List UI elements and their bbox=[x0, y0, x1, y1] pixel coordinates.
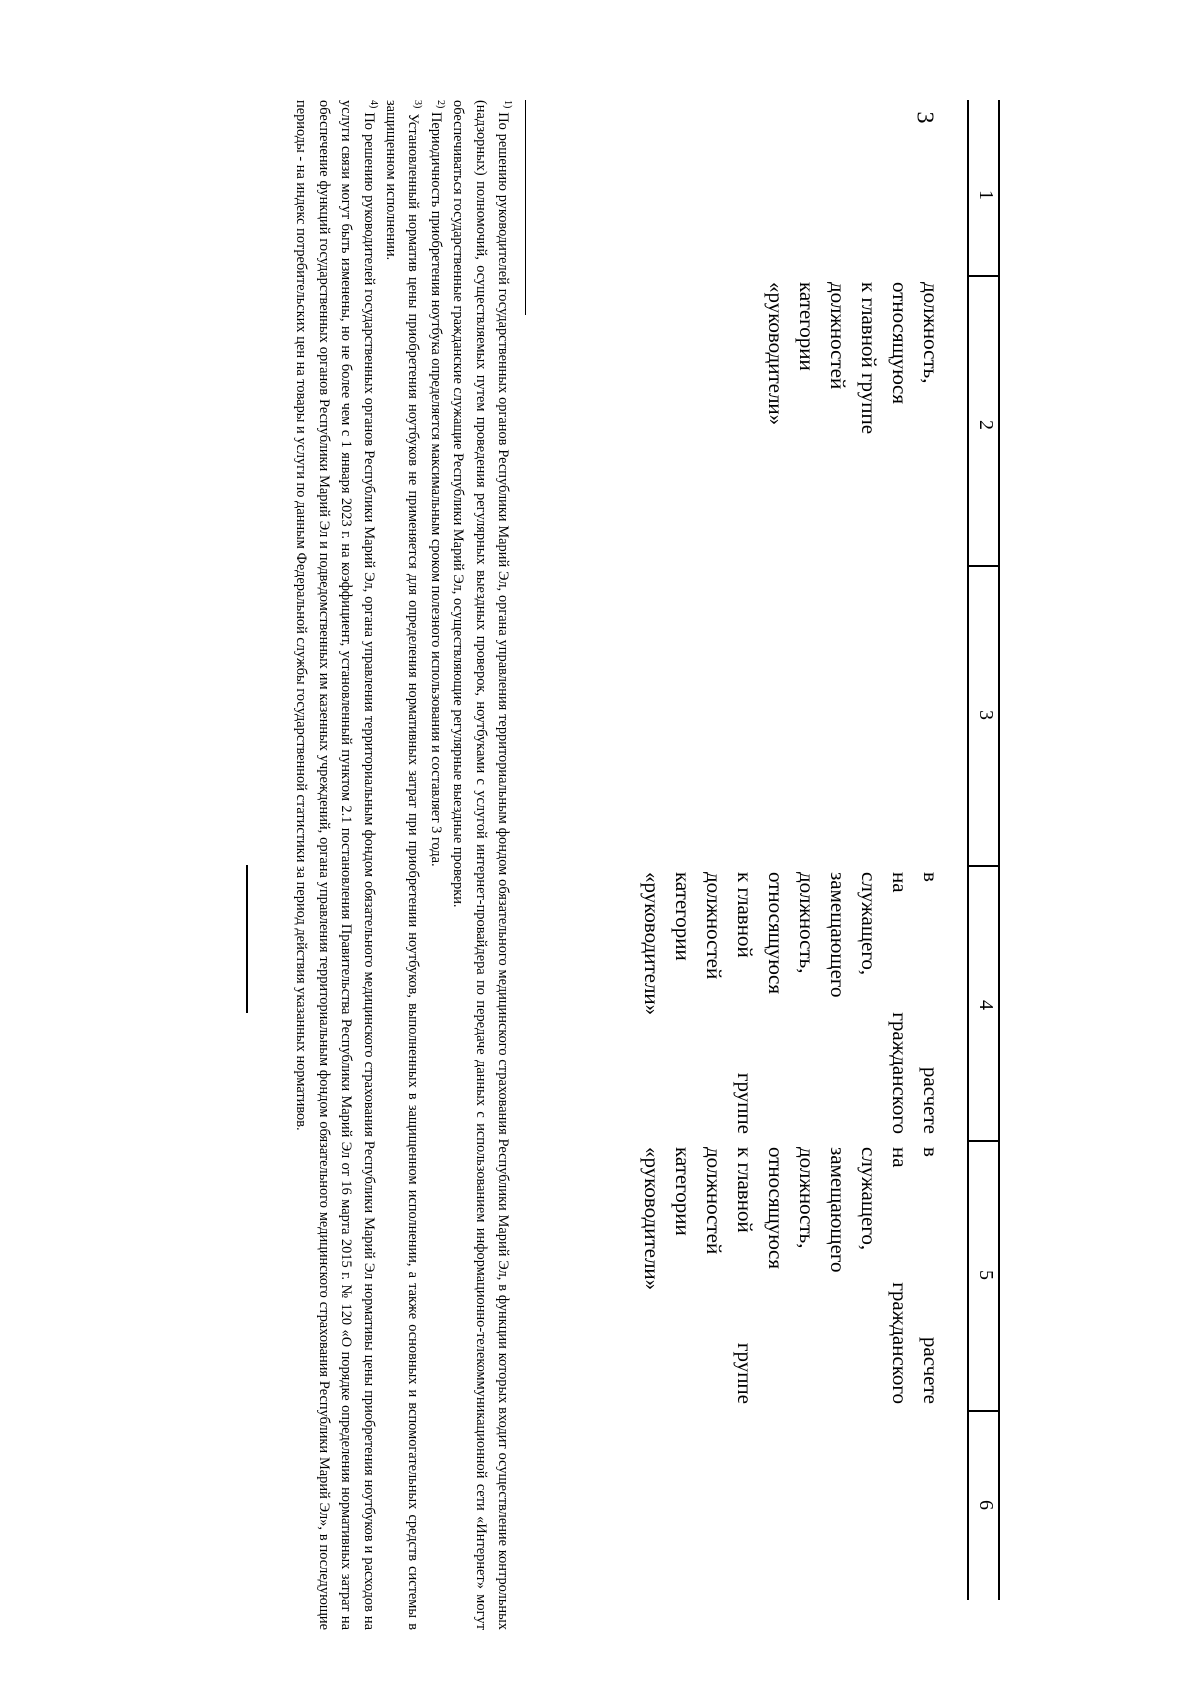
cell-line: «руководители» bbox=[640, 1147, 664, 1291]
footnotes bbox=[290, 100, 514, 1630]
footnote-mark: 2) bbox=[434, 100, 446, 109]
cell-col4 bbox=[636, 872, 946, 1134]
cell-line bbox=[915, 1147, 946, 1404]
cell-line bbox=[884, 872, 915, 1134]
word: группе bbox=[733, 1342, 757, 1404]
word: гражданского bbox=[888, 1012, 912, 1134]
column-divider bbox=[969, 865, 1000, 867]
cell-line bbox=[884, 1147, 915, 1404]
column-divider bbox=[969, 1140, 1000, 1142]
cell-line: «руководители» bbox=[640, 872, 664, 1016]
word: в bbox=[919, 1147, 943, 1157]
word: на bbox=[888, 1147, 912, 1168]
end-rule bbox=[247, 865, 249, 1013]
cell-line: должностей bbox=[702, 1147, 726, 1255]
word: группе bbox=[733, 1072, 757, 1134]
cell-line: «руководители» bbox=[764, 282, 788, 426]
column-divider bbox=[969, 1410, 1000, 1412]
cell-line: категории bbox=[671, 1147, 695, 1236]
column-number: 4 bbox=[975, 1000, 997, 1010]
cell-line bbox=[729, 872, 760, 1134]
cell-line: относящуюся bbox=[764, 872, 788, 994]
cell-line: категории bbox=[671, 872, 695, 961]
cell-line: должность, bbox=[919, 282, 943, 384]
column-number: 1 bbox=[975, 190, 997, 200]
footnote-3 bbox=[380, 100, 425, 1630]
word: на bbox=[888, 872, 912, 893]
footnote-mark: 1) bbox=[501, 100, 513, 109]
column-number: 2 bbox=[975, 420, 997, 430]
cell-line: должностей bbox=[702, 872, 726, 980]
cell-line: замещающего bbox=[826, 1147, 850, 1273]
word: расчете bbox=[919, 1336, 943, 1404]
column-number: 6 bbox=[975, 1500, 997, 1510]
footnote-text: Установленный норматив цены приобретения ноутбуков не применяется для определения нормативных затрат при приобретении ноутбуков, выполненных в защищенном исполнении, а также основных и вспомогательных средств системы в защищенном исполнении. bbox=[382, 100, 422, 1630]
word: к главной bbox=[733, 1147, 757, 1233]
cell-line bbox=[915, 872, 946, 1134]
column-divider bbox=[969, 275, 1000, 277]
column-number: 3 bbox=[975, 710, 997, 720]
word: в bbox=[919, 872, 943, 882]
footnote-4 bbox=[290, 100, 380, 1630]
cell-line: должностей bbox=[826, 282, 850, 390]
rotated-landscape-page bbox=[240, 100, 1000, 1630]
table-top-rule bbox=[999, 100, 1001, 1600]
cell-line bbox=[729, 1147, 760, 1404]
footnote-mark: 4) bbox=[367, 100, 379, 109]
cell-col2 bbox=[760, 282, 946, 556]
header-bottom-rule bbox=[968, 100, 970, 1600]
column-divider bbox=[969, 565, 1000, 567]
cell-line: замещающего bbox=[826, 872, 850, 998]
word: гражданского bbox=[888, 1282, 912, 1404]
footnote-separator bbox=[525, 100, 526, 315]
footnote-text: Периодичность приобретения ноутбука определяется максимальным сроком полезного использования и составляет 3 года. bbox=[427, 108, 444, 867]
page-number: 3 bbox=[911, 111, 938, 124]
cell-col5 bbox=[636, 1147, 946, 1404]
footnote-text: По решению руководителей государственных органов Республики Марий Эл, органа управления территориальным фондом обязательного медицинского страхования Республики Марий Эл, в функции которых входит осуществление контрольных (надзорных) полномочий, осуществляемых путем проведения регулярных выездных проверок, ноутбуками с услугой интернет-провайдера по передаче данных с использованием информационно-телекоммуникационной сети «Интернет» могут обеспечиваться государственные гражданские служащие Республики Марий Эл, осуществляющие регулярные выездные проверки. bbox=[450, 100, 511, 1630]
footnote-text: По решению руководителей государственных органов Республики Марий Эл, органа управления территориальным фондом обязательного медицинского страхования Республики Марий Эл нормативы цены приобретения ноутбуков и расходов на услуги связи могут быть изменены, но не более чем с 1 января 2023 г. на коэффициент, установленный пунктом 2.1 постановления Правительства Республики Марий Эл от 16 марта 2015 г. № 120 «О порядке определения нормативных затрат на обеспечение функций государственных органов Республики Марий Эл и подведомственных им казенных учреждений, органа управления территориальным фондом обязательного медицинского страхования Республики Марий Эл», в последующие периоды - на индекс потребительских цен на товары и услуги по данным Федеральной службы государственной статистики за период действия указанных нормативов. bbox=[293, 100, 377, 1630]
footnote-mark: 3) bbox=[412, 100, 424, 109]
column-number: 5 bbox=[975, 1270, 997, 1280]
word: к главной bbox=[733, 872, 757, 958]
cell-line: должность, bbox=[795, 1147, 819, 1249]
norms-table bbox=[540, 100, 1000, 1630]
footnote-2 bbox=[424, 100, 446, 1630]
cell-line: служащего, bbox=[857, 872, 881, 976]
cell-line: относящуюся bbox=[888, 282, 912, 404]
cell-line: относящуюся bbox=[764, 1147, 788, 1269]
cell-line: служащего, bbox=[857, 1147, 881, 1251]
cell-line: должность, bbox=[795, 872, 819, 974]
footnote-1 bbox=[447, 100, 514, 1630]
cell-line: к главной группе bbox=[857, 282, 881, 435]
word: расчете bbox=[919, 1066, 943, 1134]
cell-line: категории bbox=[795, 282, 819, 371]
